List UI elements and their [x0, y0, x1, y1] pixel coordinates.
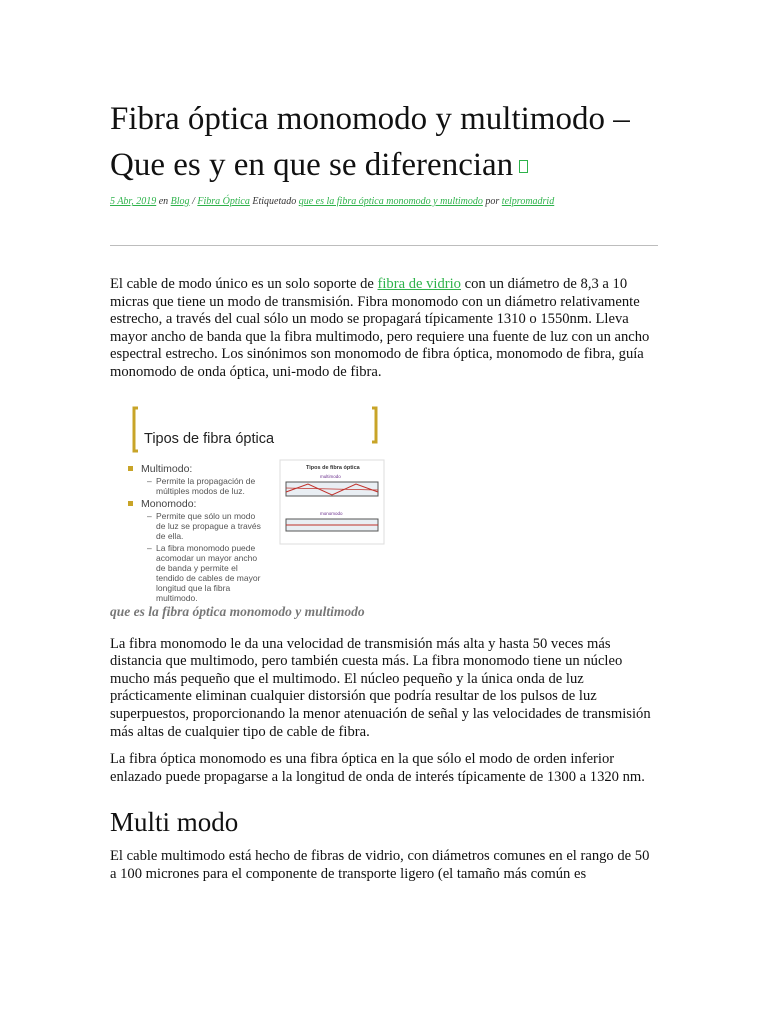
p1-text-a: El cable de modo único es un solo soporte de	[110, 276, 378, 292]
link-icon[interactable]	[519, 160, 528, 173]
sub2-line2: de luz se propague a través	[156, 520, 261, 531]
sub-dash: –	[147, 475, 152, 486]
sub3-line2: acomodar un mayor ancho	[156, 552, 258, 563]
sub3-line5: longitud que la fibra	[156, 582, 231, 593]
sub3-line4: tendido de cables de mayor	[156, 572, 261, 583]
sub3-line1: La fibra monomodo puede	[156, 542, 256, 553]
category-blog-link[interactable]: Blog	[170, 196, 190, 207]
fiber-types-figure	[110, 406, 392, 603]
post-date-link[interactable]: 5 Abr, 2019	[110, 196, 157, 207]
post-meta	[110, 196, 658, 207]
category-fibra-link[interactable]: Fibra Óptica	[197, 196, 250, 207]
author-link[interactable]: telpromadrid	[501, 196, 555, 207]
sub2-line1: Permite que sólo un modo	[156, 510, 256, 521]
diagram-title: Tipos de fibra óptica	[306, 464, 360, 471]
p1-text-b: con un diámetro de 8,3 a 10 micras que tiene un modo de transmisión. Fibra monomodo con un diámetro relativamente estrecho, a través del cual sólo un modo se propagará típicamente 1310 o 1550nm. Lleva mayor ancho de banda que la fibra multimodo, pero requiere una fuente de luz con un ancho espectral estrecho. Los sinónimos son monomodo de fibra óptica, monomodo de fibra, guía monomodo de onda óptica, uni-modo de fibra.	[110, 276, 650, 380]
sub-dash: –	[147, 542, 152, 553]
sub2-line3: de ella.	[156, 530, 184, 541]
sub1-line2: múltiples modos de luz.	[156, 485, 245, 496]
sub1-line1: Permite la propagación de	[156, 475, 256, 486]
bullet-square	[128, 501, 133, 506]
bullet-square	[128, 466, 133, 471]
sub-dash: –	[147, 510, 152, 521]
article-title-text: Fibra óptica monomodo y multimodo – Que es y en que se diferencian	[110, 101, 630, 183]
article	[110, 96, 658, 884]
paragraph-4: El cable multimodo está hecho de fibras de vidrio, con diámetros comunes en el rango de 50 a 100 micrones para el componente de transporte ligero (el tamaño más común es	[110, 848, 650, 882]
meta-tagged: Etiquetado	[252, 196, 297, 207]
sub3-line3: de banda y permite el	[156, 562, 238, 573]
paragraph-2: La fibra monomodo le da una velocidad de transmisión más alta y hasta 50 veces más distancia que multimodo, pero también cuesta más. La fibra monomodo tiene un núcleo mucho más pequeño que el multimodo. El núcleo pequeño y la única onda de luz prácticamente eliminan cualquier distorsión que podría resultar de los pulsos de luz superpuestos, proporcionando la menor atenuación de señal y las velocidades de transmisión más altas de cualquier tipo de cable de fibra.	[110, 635, 651, 740]
right-bracket	[372, 408, 376, 442]
figure-title: Tipos de fibra óptica	[144, 430, 275, 447]
section-heading-multimodo: Multi modo	[110, 807, 239, 838]
diagram-label-multimodo: multimodo	[320, 473, 341, 479]
meta-por: por	[485, 196, 500, 207]
paragraph-3: La fibra óptica monomodo es una fibra óptica en la que sólo el modo de orden inferior enlazado puede propagarse a la longitud de onda de interés típicamente de 1300 a 1320 nm.	[110, 751, 645, 785]
meta-en: en	[158, 196, 169, 207]
left-bracket	[134, 408, 138, 451]
figure-caption: que es la fibra óptica monomodo y multimodo	[110, 603, 365, 619]
fiber-types-image	[110, 406, 392, 603]
sub3-line6: multimodo.	[156, 592, 198, 603]
bullet-multimodo: Multimodo:	[141, 462, 193, 475]
divider	[110, 245, 658, 246]
meta-sep: /	[192, 196, 195, 207]
diagram-label-monomodo: monomodo	[320, 510, 343, 516]
fibra-de-vidrio-link[interactable]: fibra de vidrio	[377, 276, 461, 292]
article-title	[110, 96, 658, 188]
paragraph-1	[110, 276, 658, 382]
tag-link[interactable]: que es la fibra óptica monomodo y multimodo	[298, 196, 483, 207]
bullet-monomodo: Monomodo:	[141, 497, 197, 510]
